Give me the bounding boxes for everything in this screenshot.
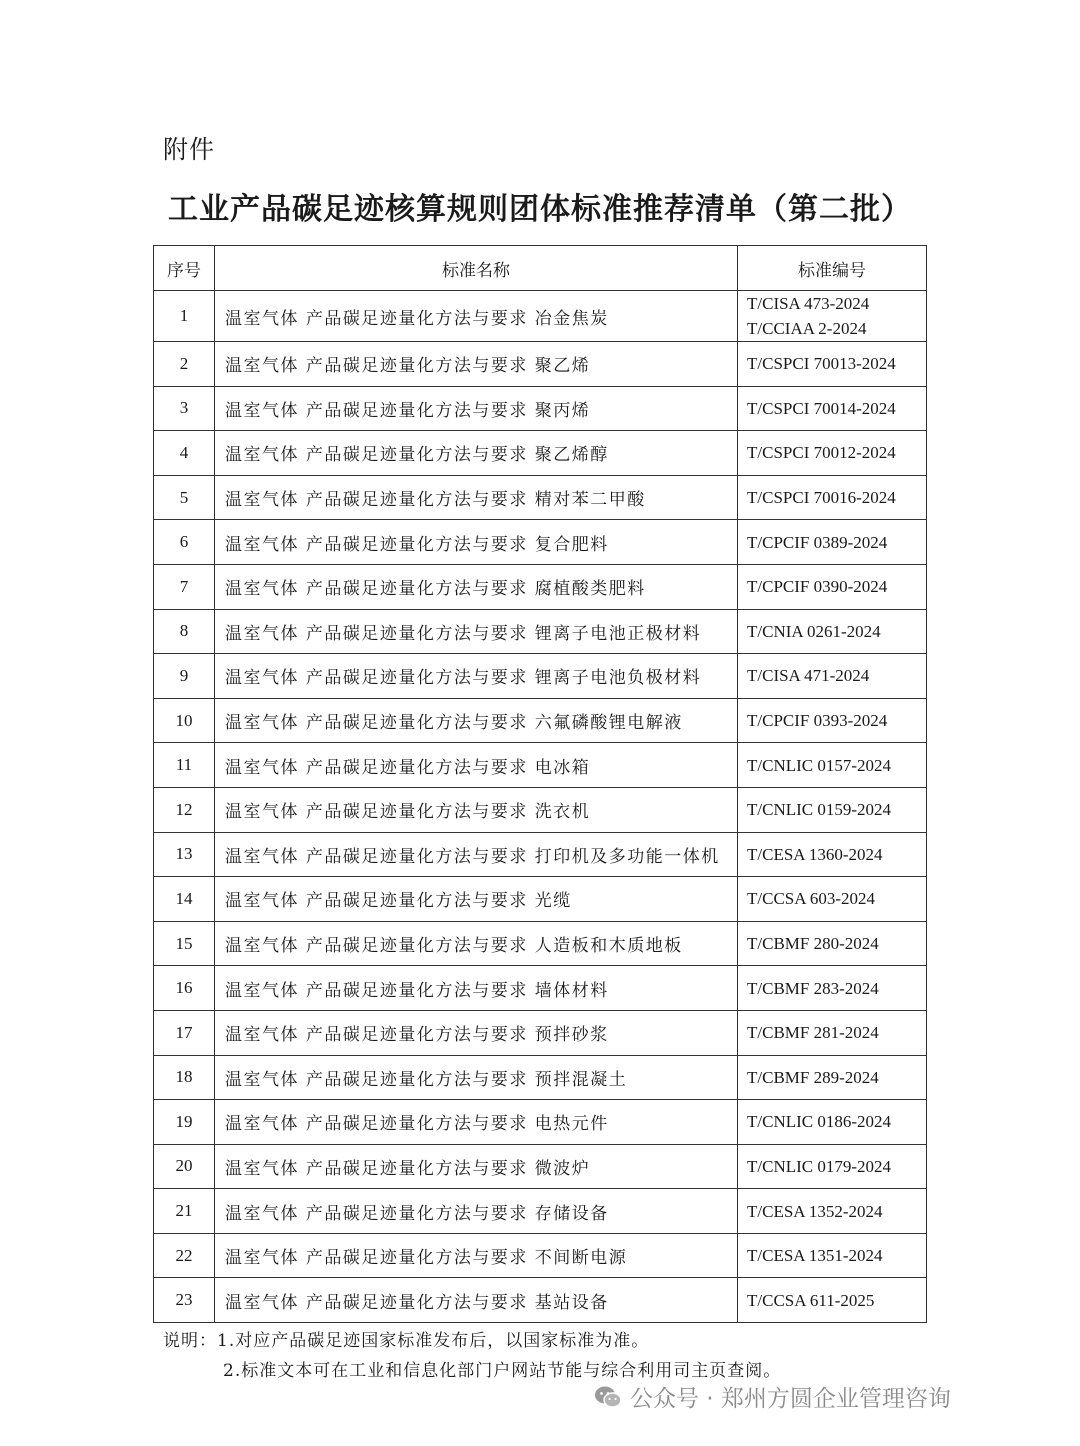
standard-code: T/CPCIF 0389-2024 <box>747 532 888 552</box>
standard-code-cell <box>738 386 927 431</box>
standard-code: T/CNLIC 0159-2024 <box>747 800 892 820</box>
standard-code: T/CNLIC 0179-2024 <box>747 1156 892 1176</box>
standard-code-cell <box>738 475 927 520</box>
standard-name: 温室气体 产品碳足迹量化方法与要求 精对苯二甲酸 <box>215 475 738 520</box>
table-body <box>154 291 927 1323</box>
note-text-1: 1.对应产品碳足迹国家标准发布后，以国家标准为准。 <box>217 1331 650 1351</box>
watermark <box>594 1380 951 1413</box>
standard-code: T/CNLIC 0186-2024 <box>747 1112 892 1132</box>
standard-code: T/CSPCI 70013-2024 <box>747 354 896 374</box>
standard-name: 温室气体 产品碳足迹量化方法与要求 聚乙烯醇 <box>215 431 738 476</box>
standard-name: 温室气体 产品碳足迹量化方法与要求 墙体材料 <box>215 966 738 1011</box>
table-row <box>154 291 927 342</box>
standard-code: T/CESA 1360-2024 <box>747 844 883 864</box>
standard-code: T/CBMF 283-2024 <box>747 978 879 998</box>
watermark-text: 公众号 · 郑州方圆企业管理咨询 <box>630 1386 951 1412</box>
row-number: 10 <box>154 698 215 743</box>
standard-code: T/CPCIF 0390-2024 <box>747 577 888 597</box>
standard-code-cell <box>738 520 927 565</box>
row-number: 9 <box>154 654 215 699</box>
standard-code-cell <box>738 743 927 788</box>
standard-code-cell <box>738 1144 927 1189</box>
standard-code-cell <box>738 1189 927 1234</box>
table-row <box>154 832 927 877</box>
standard-code: T/CSPCI 70016-2024 <box>747 488 896 508</box>
standard-code: T/CCSA 603-2024 <box>747 889 875 909</box>
standard-code: T/CSPCI 70014-2024 <box>747 398 896 418</box>
standard-name: 温室气体 产品碳足迹量化方法与要求 复合肥料 <box>215 520 738 565</box>
row-number: 23 <box>154 1278 215 1323</box>
standard-code-cell <box>738 832 927 877</box>
standard-name: 温室气体 产品碳足迹量化方法与要求 冶金焦炭 <box>215 291 738 342</box>
table-row <box>154 609 927 654</box>
table-row <box>154 743 927 788</box>
table-row <box>154 1144 927 1189</box>
table-row <box>154 1010 927 1055</box>
table-row <box>154 877 927 922</box>
row-number: 3 <box>154 386 215 431</box>
row-number: 19 <box>154 1100 215 1145</box>
standard-name: 温室气体 产品碳足迹量化方法与要求 基站设备 <box>215 1278 738 1323</box>
note-text-2: 2.标准文本可在工业和信息化部门户网站节能与综合利用司主页查阅。 <box>223 1361 782 1381</box>
notes-label: 说明： <box>163 1331 217 1351</box>
table-row <box>154 386 927 431</box>
standard-name: 温室气体 产品碳足迹量化方法与要求 锂离子电池正极材料 <box>215 609 738 654</box>
table-row <box>154 1055 927 1100</box>
table-row <box>154 520 927 565</box>
table-row <box>154 431 927 476</box>
standard-name: 温室气体 产品碳足迹量化方法与要求 六氟磷酸锂电解液 <box>215 698 738 743</box>
table-row <box>154 654 927 699</box>
standard-code-cell <box>738 787 927 832</box>
standard-name: 温室气体 产品碳足迹量化方法与要求 打印机及多功能一体机 <box>215 832 738 877</box>
standard-code-cell <box>738 698 927 743</box>
notes <box>163 1326 781 1386</box>
standard-code-cell <box>738 1010 927 1055</box>
standard-name: 温室气体 产品碳足迹量化方法与要求 预拌砂浆 <box>215 1010 738 1055</box>
attachment-label: 附件 <box>163 135 216 164</box>
standard-code-cell <box>738 966 927 1011</box>
standard-code: T/CBMF 281-2024 <box>747 1023 879 1043</box>
standard-code: T/CESA 1352-2024 <box>747 1201 883 1221</box>
standard-code: T/CESA 1351-2024 <box>747 1246 883 1266</box>
standard-code-cell <box>738 1055 927 1100</box>
standard-code: T/CSPCI 70012-2024 <box>747 443 896 463</box>
table-row <box>154 966 927 1011</box>
standard-code-cell <box>738 564 927 609</box>
row-number: 8 <box>154 609 215 654</box>
row-number: 21 <box>154 1189 215 1234</box>
standard-code: T/CISA 471-2024 <box>747 666 870 686</box>
standards-table <box>153 245 927 1323</box>
standard-name: 温室气体 产品碳足迹量化方法与要求 不间断电源 <box>215 1233 738 1278</box>
row-number: 5 <box>154 475 215 520</box>
row-number: 2 <box>154 342 215 387</box>
header-name: 标准名称 <box>215 246 738 291</box>
row-number: 18 <box>154 1055 215 1100</box>
table-header-row <box>154 246 927 291</box>
standard-code: T/CNIA 0261-2024 <box>747 621 881 641</box>
standard-code-cell <box>738 609 927 654</box>
row-number: 12 <box>154 787 215 832</box>
table-row <box>154 1278 927 1323</box>
standard-name: 温室气体 产品碳足迹量化方法与要求 腐植酸类肥料 <box>215 564 738 609</box>
standard-code-cell <box>738 291 927 342</box>
table-row <box>154 564 927 609</box>
standard-name: 温室气体 产品碳足迹量化方法与要求 电热元件 <box>215 1100 738 1145</box>
standard-code-cell <box>738 921 927 966</box>
table-row <box>154 1100 927 1145</box>
standard-code: T/CNLIC 0157-2024 <box>747 755 892 775</box>
standard-code-cell <box>738 431 927 476</box>
table-row <box>154 1189 927 1234</box>
row-number: 13 <box>154 832 215 877</box>
standard-code-cell <box>738 1278 927 1323</box>
standard-name: 温室气体 产品碳足迹量化方法与要求 电冰箱 <box>215 743 738 788</box>
standard-code: T/CISA 473-2024 <box>747 294 870 313</box>
row-number: 20 <box>154 1144 215 1189</box>
standard-code-cell <box>738 1233 927 1278</box>
standard-name: 温室气体 产品碳足迹量化方法与要求 预拌混凝土 <box>215 1055 738 1100</box>
standard-name: 温室气体 产品碳足迹量化方法与要求 洗衣机 <box>215 787 738 832</box>
standard-code-cell <box>738 1100 927 1145</box>
header-code: 标准编号 <box>738 246 927 291</box>
standard-name: 温室气体 产品碳足迹量化方法与要求 聚丙烯 <box>215 386 738 431</box>
wechat-icon <box>594 1385 622 1409</box>
standard-code: T/CBMF 289-2024 <box>747 1067 879 1087</box>
row-number: 22 <box>154 1233 215 1278</box>
row-number: 14 <box>154 877 215 922</box>
header-no: 序号 <box>154 246 215 291</box>
row-number: 7 <box>154 564 215 609</box>
row-number: 4 <box>154 431 215 476</box>
standard-code: T/CPCIF 0393-2024 <box>747 711 888 731</box>
row-number: 17 <box>154 1010 215 1055</box>
note-line-1 <box>163 1326 781 1356</box>
row-number: 1 <box>154 291 215 342</box>
standard-name: 温室气体 产品碳足迹量化方法与要求 存储设备 <box>215 1189 738 1234</box>
table-row <box>154 475 927 520</box>
standard-name: 温室气体 产品碳足迹量化方法与要求 人造板和木质地板 <box>215 921 738 966</box>
standard-code-cell <box>738 342 927 387</box>
document-title: 工业产品碳足迹核算规则团体标准推荐清单（第二批） <box>168 192 912 227</box>
row-number: 11 <box>154 743 215 788</box>
row-number: 6 <box>154 520 215 565</box>
standard-code: T/CCSA 611-2025 <box>747 1290 875 1310</box>
standard-name: 温室气体 产品碳足迹量化方法与要求 锂离子电池负极材料 <box>215 654 738 699</box>
standard-code-cell <box>738 654 927 699</box>
standard-code: T/CCIAA 2-2024 <box>747 319 867 338</box>
row-number: 16 <box>154 966 215 1011</box>
standard-name: 温室气体 产品碳足迹量化方法与要求 聚乙烯 <box>215 342 738 387</box>
table-row <box>154 921 927 966</box>
standard-name: 温室气体 产品碳足迹量化方法与要求 微波炉 <box>215 1144 738 1189</box>
standard-name: 温室气体 产品碳足迹量化方法与要求 光缆 <box>215 877 738 922</box>
table-row <box>154 1233 927 1278</box>
table-row <box>154 787 927 832</box>
table-row <box>154 698 927 743</box>
table-row <box>154 342 927 387</box>
standard-code-cell <box>738 877 927 922</box>
standard-code: T/CBMF 280-2024 <box>747 934 879 954</box>
row-number: 15 <box>154 921 215 966</box>
